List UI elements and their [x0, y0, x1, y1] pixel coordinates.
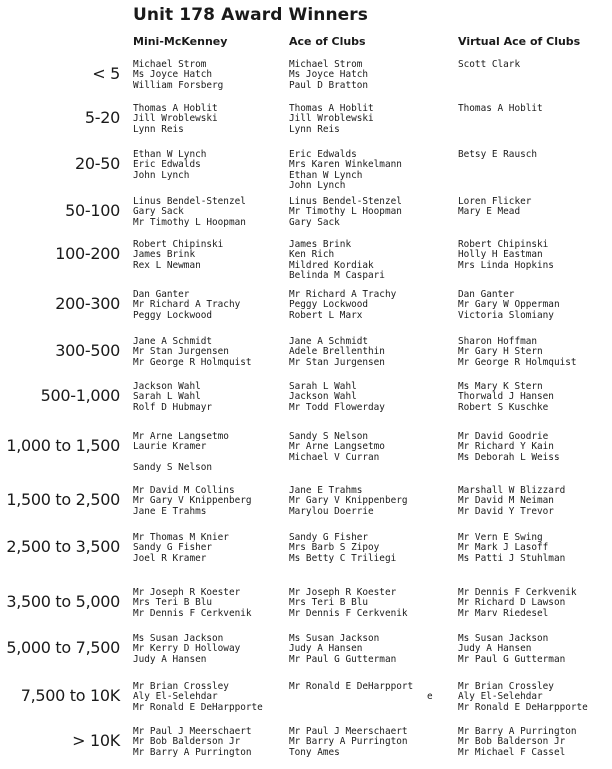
winner-name: Eric Edwalds	[289, 149, 357, 160]
winner-name: Ms Susan Jackson	[458, 633, 549, 644]
winner-name: Peggy Lockwood	[289, 299, 369, 311]
winner-name: Mr David Goodrie	[458, 431, 549, 442]
winner-name: Mr Kerry D Holloway	[133, 643, 241, 655]
winner-name: Linus Bendel-Stenzel	[133, 196, 246, 207]
winner-name: James Brink	[133, 249, 196, 261]
ace-winners	[289, 486, 408, 517]
winner-name: Thorwald J Hansen	[458, 391, 554, 403]
category-label: > 10K	[72, 731, 120, 750]
column-header-ace-of-clubs: Ace of Clubs	[289, 35, 366, 48]
winner-name: Betsy E Rausch	[458, 149, 538, 160]
winner-name: Mrs Teri B Blu	[133, 597, 213, 609]
mini-winners	[133, 432, 229, 474]
virtual-winners	[458, 104, 543, 114]
winner-name: Sharon Hoffman	[458, 336, 538, 347]
winner-name: Michael V Curran	[289, 451, 380, 463]
winner-name: Sarah L Wahl	[133, 391, 201, 403]
winner-name: Ms Deborah L Weiss	[458, 451, 560, 463]
ace-winners	[289, 150, 402, 192]
mini-winners	[133, 240, 223, 271]
winner-name: Thomas A Hoblit	[133, 103, 218, 114]
stray-letter: e	[427, 691, 433, 702]
mini-winners	[133, 486, 252, 517]
virtual-winners	[458, 682, 588, 713]
virtual-winners	[458, 197, 531, 218]
winner-name: Mr Richard D Lawson	[458, 597, 566, 609]
winner-name: John Lynch	[289, 180, 346, 192]
winner-name: Mr Vern E Swing	[458, 532, 543, 543]
winner-name: Ms Joyce Hatch	[289, 69, 369, 81]
winner-name: Jane A Schmidt	[289, 336, 369, 347]
winner-name: Belinda M Caspari	[289, 270, 385, 282]
winner-name: Mrs Barb S Zipoy	[289, 542, 380, 554]
winner-name: Mr Richard A Trachy	[289, 289, 397, 300]
category-label: < 5	[92, 64, 120, 83]
ace-winners	[289, 533, 396, 564]
winner-name: Jane E Trahms	[289, 485, 363, 496]
winner-name: Rolf D Hubmayr	[133, 401, 213, 413]
category-label: 100-200	[55, 244, 120, 263]
winner-name: Aly El-Selehdar	[458, 691, 543, 703]
winner-name: Lynn Reis	[133, 123, 184, 135]
winner-name: Robert Chipinski	[458, 239, 549, 250]
winner-name: Gary Sack	[289, 216, 340, 228]
winner-name: Mrs Linda Hopkins	[458, 259, 554, 271]
winner-name: Mr Paul J Meerschaert	[133, 726, 252, 737]
winner-name: Mr Mark J Lasoff	[458, 542, 549, 554]
winner-name: Mr Todd Flowerday	[289, 401, 385, 413]
winner-name: Mr Stan Jurgensen	[289, 356, 385, 368]
ace-winners	[289, 682, 413, 692]
winner-name: Ethan W Lynch	[289, 169, 363, 181]
winner-name: Mr Dennis F Cerkvenik	[458, 587, 577, 598]
winner-name: Scott Clark	[458, 59, 521, 70]
winner-name: Mr Bob Balderson Jr	[458, 736, 566, 748]
category-label: 7,500 to 10K	[20, 686, 120, 705]
winner-name: Judy A Hansen	[458, 643, 532, 655]
winner-name: Robert L Marx	[289, 309, 363, 321]
winner-name: Ms Susan Jackson	[289, 633, 380, 644]
winner-name: Mr Michael F Cassel	[458, 746, 566, 758]
mini-winners	[133, 290, 240, 321]
winner-name: Jane A Schmidt	[133, 336, 213, 347]
virtual-winners	[458, 634, 565, 665]
category-label: 300-500	[55, 341, 120, 360]
winner-name: Mr David Y Trevor	[458, 505, 554, 517]
winner-name: Mr Paul G Gutterman	[289, 653, 397, 665]
winner-name: Mr David M Collins	[133, 485, 235, 496]
winner-name: Adele Brellenthin	[289, 346, 385, 358]
winner-name: Loren Flicker	[458, 196, 532, 207]
winner-name: Mr Dennis F Cerkvenik	[289, 607, 408, 619]
winner-name: Mr Joseph R Koester	[289, 587, 397, 598]
winner-name: Mr Timothy L Hoopman	[133, 216, 246, 228]
ace-winners	[289, 240, 385, 282]
winner-name: Ms Patti J Stuhlman	[458, 552, 566, 564]
winner-name: Thomas A Hoblit	[458, 103, 543, 114]
winner-name: Mr George R Holmquist	[133, 356, 252, 368]
mini-winners	[133, 634, 240, 665]
winner-name: Jackson Wahl	[133, 381, 201, 392]
winner-name: Robert S Kuschke	[458, 401, 549, 413]
winner-name: Mr Paul J Meerschaert	[289, 726, 408, 737]
mini-winners	[133, 197, 246, 228]
winner-name: Michael Strom	[133, 59, 207, 70]
winner-name: Jackson Wahl	[289, 391, 357, 403]
virtual-winners	[458, 432, 560, 463]
winner-name: Paul D Bratton	[289, 79, 369, 91]
mini-winners	[133, 150, 206, 181]
winner-name: Linus Bendel-Stenzel	[289, 196, 402, 207]
winner-name: Mr Ronald E DeHarpporte	[458, 701, 588, 713]
winner-name: Thomas A Hoblit	[289, 103, 374, 114]
winner-name: Mr Marv Riedesel	[458, 607, 549, 619]
virtual-winners	[458, 382, 554, 413]
mini-winners	[133, 727, 252, 758]
ace-winners	[289, 382, 385, 413]
ace-winners	[289, 290, 396, 321]
winner-name: Sandy G Fisher	[133, 542, 213, 554]
winner-name: Mr Thomas M Knier	[133, 532, 229, 543]
winner-name: Eric Edwalds	[133, 159, 201, 171]
winner-name: Michael Strom	[289, 59, 363, 70]
winner-name: Peggy Lockwood	[133, 309, 213, 321]
column-header-virtual-ace-of-clubs: Virtual Ace of Clubs	[458, 35, 581, 48]
winner-name: Mr Timothy L Hoopman	[289, 206, 402, 218]
virtual-winners	[458, 588, 577, 619]
winner-name: Mr David M Neiman	[458, 495, 554, 507]
virtual-winners	[458, 60, 520, 70]
winner-name: Judy A Hansen	[289, 643, 363, 655]
virtual-winners	[458, 486, 565, 517]
winner-name: Mr Dennis F Cerkvenik	[133, 607, 252, 619]
category-label: 200-300	[55, 294, 120, 313]
winner-name: Sarah L Wahl	[289, 381, 357, 392]
mini-winners	[133, 337, 252, 368]
virtual-winners	[458, 150, 537, 160]
winner-name: Marylou Doerrie	[289, 505, 374, 517]
mini-winners	[133, 588, 252, 619]
mini-winners	[133, 382, 212, 413]
winner-name: Mr Barry A Purrington	[458, 726, 577, 737]
category-label: 3,500 to 5,000	[6, 592, 120, 611]
virtual-winners	[458, 533, 565, 564]
winner-name: Ethan W Lynch	[133, 149, 207, 160]
winner-name: Lynn Reis	[289, 123, 340, 135]
winner-name: Sandy G Fisher	[289, 532, 369, 543]
winner-name: Mr Ronald E DeHarpporte	[133, 701, 263, 713]
page-title: Unit 178 Award Winners	[133, 5, 369, 25]
category-label: 1,500 to 2,500	[6, 490, 120, 509]
virtual-winners	[458, 290, 560, 321]
winner-name: Mr Barry A Purrington	[289, 736, 408, 748]
winner-name: Jane E Trahms	[133, 505, 207, 517]
category-label: 500-1,000	[40, 386, 120, 405]
ace-winners	[289, 588, 408, 619]
ace-winners	[289, 727, 408, 758]
winner-name: Dan Ganter	[458, 289, 515, 300]
winner-name: Mrs Teri B Blu	[289, 597, 369, 609]
winner-name: Rex L Newman	[133, 259, 201, 271]
winner-name: Mildred Kordiak	[289, 259, 374, 271]
virtual-winners	[458, 240, 554, 271]
winner-name: Tony Ames	[289, 746, 340, 758]
winner-name: Victoria Slomiany	[458, 309, 554, 321]
ace-winners	[289, 432, 385, 463]
virtual-winners	[458, 337, 577, 368]
ace-winners	[289, 337, 385, 368]
mini-winners	[133, 533, 229, 564]
winner-name: Mr Arne Langsetmo	[289, 441, 385, 453]
winner-name: Mr Brian Crossley	[458, 681, 554, 692]
winner-name: Mr Bob Balderson Jr	[133, 736, 241, 748]
winner-name: Mr Gary W Opperman	[458, 299, 560, 311]
winner-name: Robert Chipinski	[133, 239, 224, 250]
mini-winners	[133, 60, 223, 91]
category-label: 1,000 to 1,500	[6, 436, 120, 455]
winner-name: Jill Wroblewski	[289, 113, 374, 125]
winner-name: Mr Arne Langsetmo	[133, 431, 229, 442]
winner-name: Holly H Eastman	[458, 249, 543, 261]
winner-name: Mr Stan Jurgensen	[133, 346, 229, 358]
winner-name: Mr Barry A Purrington	[133, 746, 252, 758]
winner-name: Mr Paul G Gutterman	[458, 653, 566, 665]
category-label: 5,000 to 7,500	[6, 638, 120, 657]
winner-name: Mr Gary H Stern	[458, 346, 543, 358]
category-label: 50-100	[65, 201, 120, 220]
winner-name: Gary Sack	[133, 206, 184, 218]
winner-name: Mr Gary V Knippenberg	[133, 495, 252, 507]
winner-name: Ms Susan Jackson	[133, 633, 224, 644]
ace-winners	[289, 60, 368, 91]
category-label: 20-50	[75, 154, 120, 173]
winner-name: Mrs Karen Winkelmann	[289, 159, 402, 171]
winner-name: Ms Mary K Stern	[458, 381, 543, 392]
winner-name: Ms Joyce Hatch	[133, 69, 213, 81]
winner-name: Marshall W Blizzard	[458, 485, 566, 496]
mini-winners	[133, 104, 218, 135]
winner-name: Mr George R Holmquist	[458, 356, 577, 368]
category-label: 2,500 to 3,500	[6, 537, 120, 556]
winner-name: James Brink	[289, 239, 352, 250]
winner-name: Ms Betty C Triliegi	[289, 552, 397, 564]
column-header-mini-mckenney: Mini-McKenney	[133, 35, 228, 48]
ace-winners	[289, 104, 374, 135]
winner-name: Mr Joseph R Koester	[133, 587, 241, 598]
winner-name: Joel R Kramer	[133, 552, 207, 564]
winner-name: John Lynch	[133, 169, 190, 181]
virtual-winners	[458, 727, 577, 758]
mini-winners	[133, 682, 263, 713]
winner-name: Mr Richard Y Kain	[458, 441, 554, 453]
winner-name: Ken Rich	[289, 249, 335, 261]
category-label: 5-20	[84, 108, 120, 127]
winner-name: Mr Richard A Trachy	[133, 299, 241, 311]
ace-winners	[289, 197, 402, 228]
winner-name: Aly El-Selehdar	[133, 691, 218, 703]
winner-name: Dan Ganter	[133, 289, 190, 300]
winner-name: Jill Wroblewski	[133, 113, 218, 125]
winner-name: Judy A Hansen	[133, 653, 207, 665]
winner-name: Mr Ronald E DeHarpport	[289, 681, 414, 692]
winner-name: Sandy S Nelson	[133, 462, 213, 474]
winner-name: William Forsberg	[133, 79, 224, 91]
winner-name: Sandy S Nelson	[289, 431, 369, 442]
winner-name: Mr Gary V Knippenberg	[289, 495, 408, 507]
winner-name: Mary E Mead	[458, 206, 521, 218]
winner-name: Mr Brian Crossley	[133, 681, 229, 692]
winner-name: Laurie Kramer	[133, 441, 207, 453]
ace-winners	[289, 634, 396, 665]
